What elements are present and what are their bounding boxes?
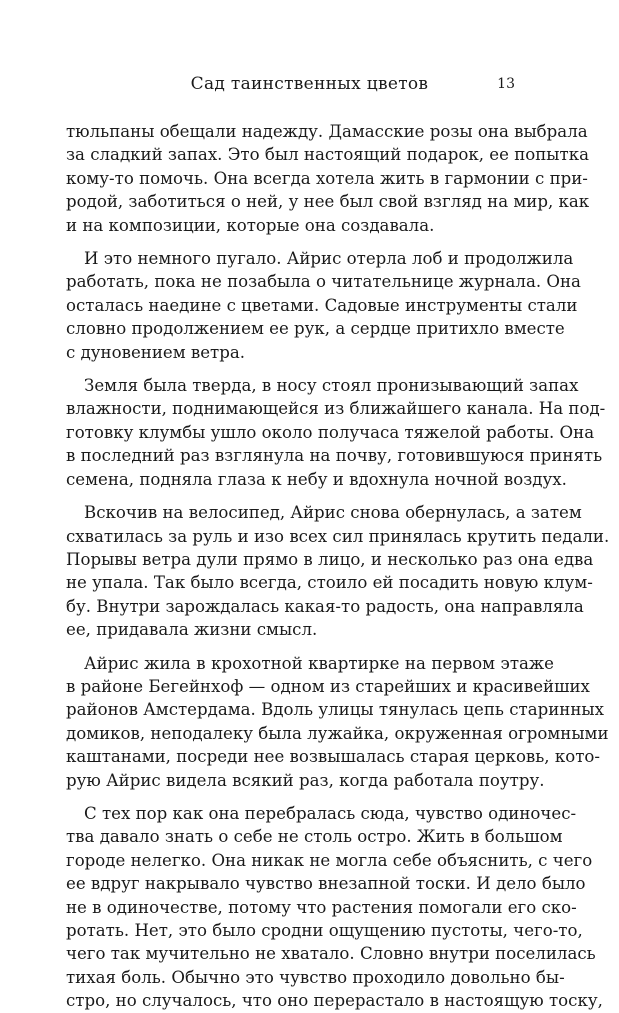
paragraph: [66, 120, 590, 237]
text-line: с дуновением ветра.: [66, 342, 246, 362]
text-line: готовку клумбы ушло около получаса тяжелой работы. Она: [66, 422, 595, 442]
text-line: Порывы ветра дули прямо в лицо, и несколько раз она едва: [66, 549, 594, 569]
text-line: и на композиции, которые она создавала.: [66, 215, 435, 235]
text-line: словно продолжением ее рук, а сердце притихло вместе: [66, 319, 565, 339]
text-line: кому-то помочь. Она всегда хотела жить в гармонии с при-: [66, 168, 588, 188]
text-line: городе нелегко. Она никак не могла себе объяснить, с чего: [66, 850, 593, 870]
text-line: тихая боль. Обычно это чувство проходило довольно бы-: [66, 967, 565, 987]
text-line: тюльпаны обещали надежду. Дамасские розы она выбрала: [66, 122, 588, 141]
paragraph-gap: [66, 237, 554, 247]
text-line: каштанами, посреди нее возвышалась старая церковь, кото-: [66, 747, 600, 767]
paragraph: [66, 802, 603, 1013]
text-line: бу. Внутри зарождалась какая-то радость, она направляла: [66, 596, 584, 616]
paragraph-gap: [66, 642, 554, 652]
text-line: Вскочив на велосипед, Айрис снова обернулась, а затем: [84, 503, 582, 523]
paragraph-gap: [66, 364, 554, 374]
text-line: ее вдруг накрывало чувство внезапной тоски. И дело было: [66, 874, 586, 894]
text-line: тва давало знать о себе не столь остро. Жить в большом: [66, 827, 563, 847]
paragraph: [66, 374, 606, 491]
text-line: рую Айрис видела всякий раз, когда работала поутру.: [66, 770, 545, 790]
body-text: [66, 120, 610, 1013]
text-line: родой, заботиться о ней, у нее был свой взгляд на мир, как: [66, 192, 590, 212]
text-line: не упала. Так было всегда, стоило ей посадить новую клум-: [66, 573, 593, 593]
text-line: семена, подняла глаза к небу и вдохнула ночной воздух.: [66, 469, 567, 489]
text-line: работать, пока не позабыла о читательнице журнала. Она: [66, 272, 581, 292]
text-line: за сладкий запах. Это был настоящий подарок, ее попытка: [66, 145, 589, 165]
text-line: Айрис жила в крохотной квартирке на первом этаже: [84, 653, 554, 673]
text-line: в последний раз взглянула на почву, готовившуюся принять: [66, 446, 603, 466]
text-line: С тех пор как она перебралась сюда, чувство одиночес-: [84, 803, 577, 823]
text-line: ротать. Нет, это было сродни ощущению пустоты, чего-то,: [66, 921, 583, 940]
paragraph: [66, 501, 610, 641]
text-line: Земля была тверда, в носу стоял пронизывающий запах: [84, 376, 579, 396]
text-line: стро, но случалось, что оно перерастало в настоящую тоску,: [66, 991, 603, 1011]
page-number: 13: [497, 76, 515, 92]
paragraph-gap: [66, 491, 554, 501]
text-line: не в одиночестве, потому что растения помогали его ско-: [66, 897, 577, 917]
text-line: домиков, неподалеку была лужайка, окруженная огромными: [66, 723, 609, 743]
text-line: ее, придавала жизни смысл.: [66, 620, 318, 640]
text-line: И это немного пугало. Айрис отерла лоб и продолжила: [84, 249, 574, 269]
text-line: схватилась за руль и изо всех сил принялась крутить педали.: [66, 526, 610, 546]
text-line: осталась наедине с цветами. Садовые инструменты стали: [66, 295, 578, 315]
paragraph-gap: [66, 792, 554, 802]
text-line: чего так мучительно не хватало. Словно внутри поселилась: [66, 944, 596, 964]
text-line: влажности, поднимающейся из ближайшего канала. На под-: [66, 399, 606, 419]
page-header: [0, 74, 619, 100]
text-line: районов Амстердама. Вдоль улицы тянулась цепь старинных: [66, 700, 604, 720]
paragraph: [66, 652, 609, 792]
paragraph: [66, 247, 581, 364]
running-title: Сад таинственных цветов: [190, 74, 429, 94]
text-line: в районе Бегейнхоф — одном из старейших и красивейших: [66, 676, 590, 696]
